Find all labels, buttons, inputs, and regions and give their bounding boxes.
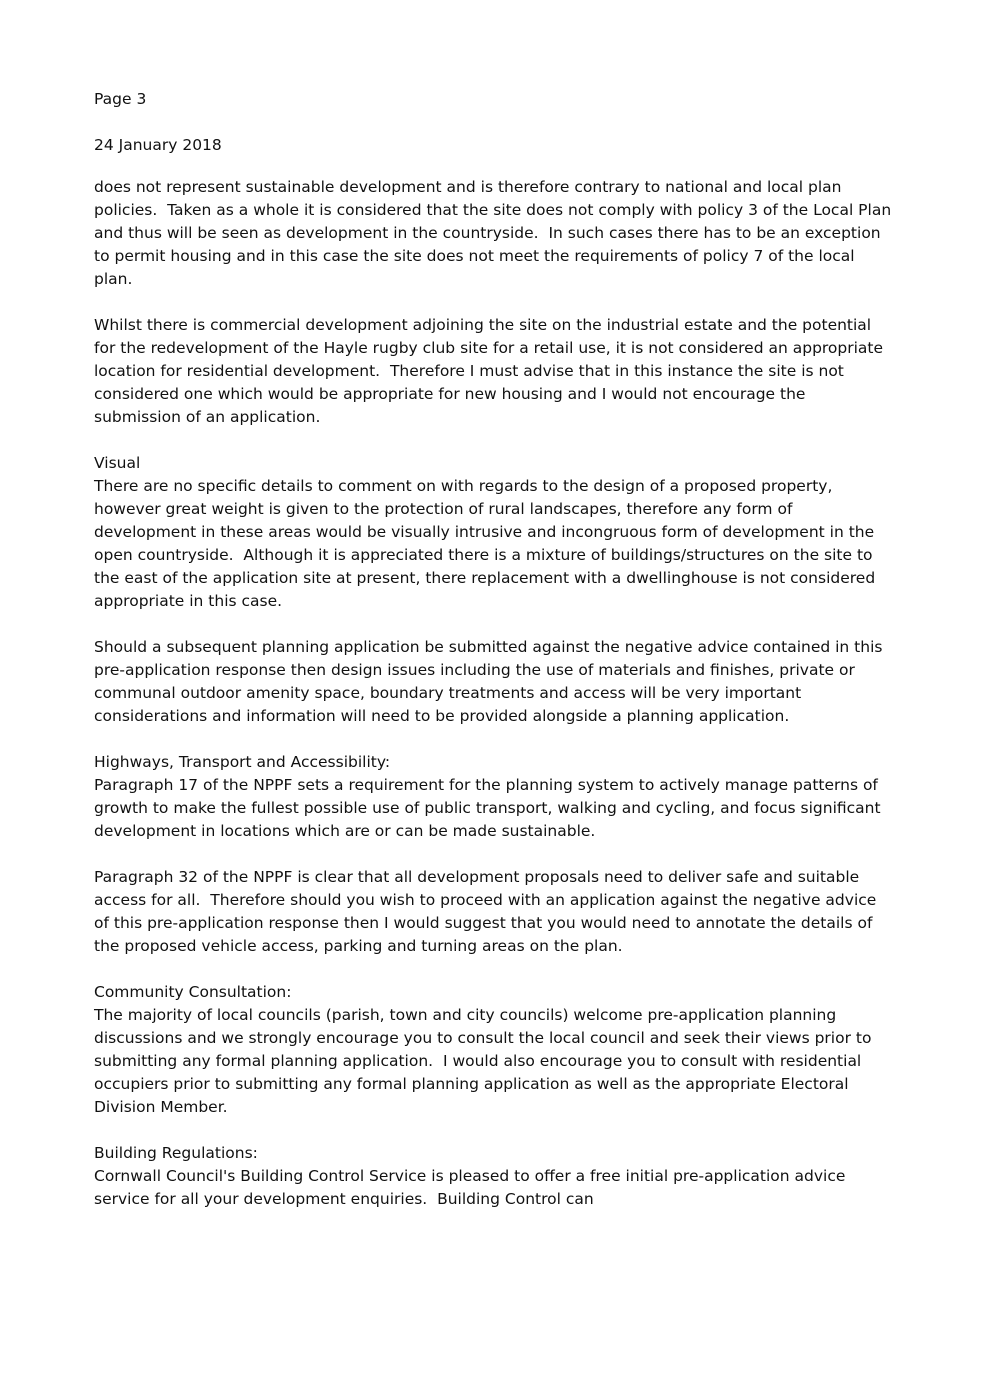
paragraph — [94, 636, 894, 728]
paragraph — [94, 1142, 894, 1211]
paragraph — [94, 176, 897, 291]
paragraph-text: Whilst there is commercial development adjoining the site on the industrial estate and the potential for the redevelopment of the Hayle rugby club site for a retail use, it is not considered an appropriate location for residential development. Therefore I must advise that in this instance the site is not considered one which would be appropriate for new housing and I would not encourage the submission of an application. — [94, 316, 888, 426]
section-heading-community-consultation: Community Consultation: — [94, 983, 292, 1001]
paragraph — [94, 452, 894, 613]
paragraph — [94, 866, 894, 958]
paragraph-text: Paragraph 32 of the NPPF is clear that all development proposals need to deliver safe and suitable access for all. Therefore should you wish to proceed with an application against the negative advice of this pre-application response then I would suggest that you would need to annotate the details of the proposed vehicle access, parking and turning areas on the plan. — [94, 868, 882, 955]
paragraph — [94, 981, 894, 1119]
page-number: Page 3 — [94, 90, 147, 108]
letter-date: 24 January 2018 — [94, 136, 222, 154]
section-heading-highways: Highways, Transport and Accessibility: — [94, 753, 391, 771]
paragraph — [94, 314, 894, 429]
paragraph-text: Paragraph 17 of the NPPF sets a requirement for the planning system to actively manage patterns of growth to make the fullest possible use of public transport, walking and cycling, and focus significant development in locations which are or can be made sustainable. — [94, 776, 886, 840]
section-heading-visual: Visual — [94, 454, 141, 472]
paragraph-text: Cornwall Council's Building Control Service is pleased to offer a free initial pre-application advice service for all your development enquiries. Building Control can — [94, 1167, 851, 1208]
paragraph-text: Should a subsequent planning application be submitted against the negative advice contained in this pre-application response then design issues including the use of materials and finishes, private or communal outdoor amenity space, boundary treatments and access will be very important considerations and information will need to be provided alongside a planning application. — [94, 638, 888, 725]
section-heading-building-regulations: Building Regulations: — [94, 1144, 258, 1162]
paragraph — [94, 751, 894, 843]
paragraph-text: The majority of local councils (parish, town and city councils) welcome pre-application planning discussions and we strongly encourage you to consult the local council and seek their views prior to submitting any formal planning application. I would also encourage you to consult with residential occupiers prior to submitting any formal planning application as well as the appropriate Electoral Division Member. — [94, 1006, 877, 1116]
paragraph-text: does not represent sustainable development and is therefore contrary to national and local plan policies. Taken as a whole it is considered that the site does not comply with policy 3 of the Local Plan and thus will be seen as development in the countryside. In such cases there has to be an exception to permit housing and in this case the site does not meet the requirements of policy 7 of the local plan. — [94, 178, 897, 288]
paragraph-text: There are no specific details to comment on with regards to the design of a proposed property, however great weight is given to the protection of rural landscapes, therefore any form of development in these areas would be visually intrusive and incongruous form of development in the open countryside. Although it is appreciated there is a mixture of buildings/structures on the site to the east of the application site at present, there replacement with a dwellinghouse is not considered appropriate in this case. — [94, 477, 881, 610]
